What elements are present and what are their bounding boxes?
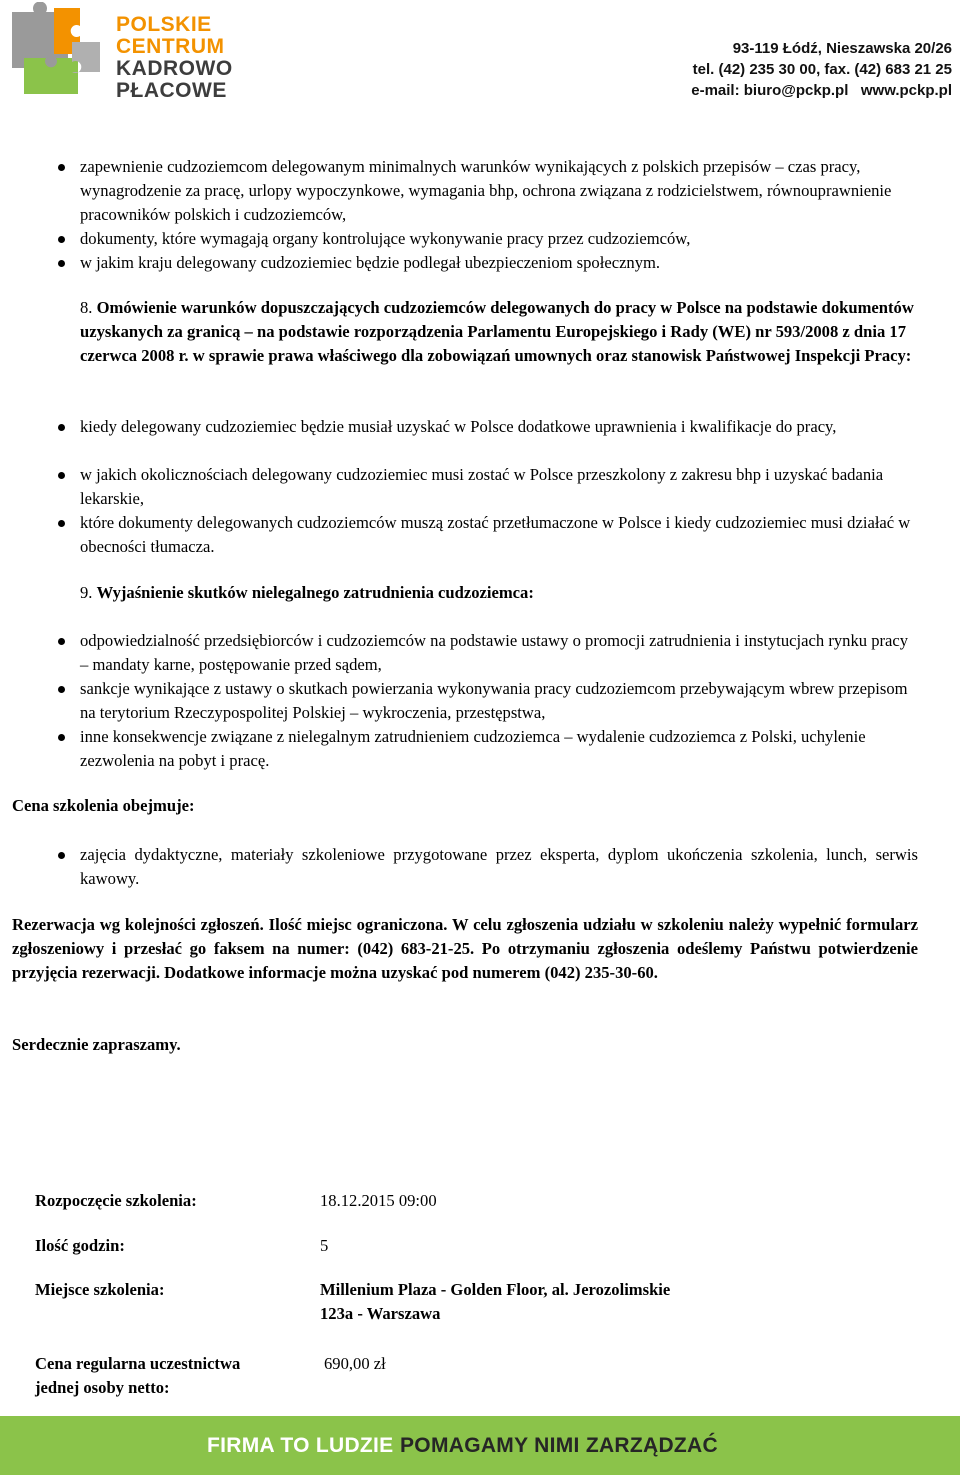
list-item-text: które dokumenty delegowanych cudzoziemców muszą zostać przetłumaczone w Polsce i kiedy cudzoziemiec musi działać w obecności tłumacza.: [80, 513, 911, 556]
footer-slogan-right: POMAGAMY NIMI ZARZĄDZAĆ: [400, 1434, 718, 1457]
price-value: 690,00 zł: [324, 1354, 386, 1373]
bullet-icon: [58, 260, 65, 267]
contact-info: [691, 38, 952, 101]
bullet-icon: [58, 424, 65, 431]
section-number: 8.: [80, 298, 93, 317]
start-label: Rozpoczęcie szkolenia:: [35, 1191, 197, 1210]
logo-text-polskie: POLSKIE: [116, 13, 212, 36]
section-8-heading: [80, 296, 918, 368]
place-label: Miejsce szkolenia:: [35, 1280, 165, 1299]
price-includes-heading: Cena szkolenia obejmuje:: [12, 796, 195, 815]
list-item: [80, 725, 918, 773]
bullet-icon: [58, 164, 65, 171]
bullet-icon: [58, 686, 65, 693]
bullet-icon: [58, 236, 65, 243]
list-item: [80, 629, 918, 677]
list-item: [80, 415, 918, 439]
bullet-icon: [58, 734, 65, 741]
section-title: Omówienie warunków dopuszczających cudzoziemców delegowanych do pracy w Polsce na podstawie dokumentów uzyskanych za granicą – na podstawie rozporządzenia Parlamentu Europejskiego i Rady (WE) nr 593/2008 z dnia 17 czerwca 2008 r. w sprawie prawa właściwego dla zobowiązań umownych oraz stanowisk Państwowej Inspekcji Pracy:: [80, 298, 914, 365]
puzzle-logo-icon: [4, 2, 114, 102]
list-item-text: inne konsekwencje związane z nielegalnym zatrudnieniem cudzoziemca – wydalenie cudzoziemca z Polski, uchylenie zezwolenia na pobyt i pracę.: [80, 727, 866, 770]
company-logo: [4, 2, 233, 102]
start-value: 18.12.2015 09:00: [320, 1191, 437, 1210]
bullet-icon: [58, 852, 65, 859]
footer-banner: [0, 1416, 960, 1475]
place-value-line2: 123a - Warszawa: [320, 1304, 441, 1323]
list-item-text: w jakich okolicznościach delegowany cudzoziemiec musi zostać w Polsce przeszkolony z zakresu bhp i uzyskać badania lekarskie,: [80, 465, 884, 508]
price-label-line1: Cena regularna uczestnictwa: [35, 1354, 241, 1373]
bullet-icon: [58, 472, 65, 479]
list-item: [80, 155, 918, 227]
list-item: [80, 843, 918, 891]
hours-label: Ilość godzin:: [35, 1236, 125, 1255]
list-item-text: odpowiedzialność przedsiębiorców i cudzoziemców na podstawie ustawy o promocji zatrudnienia i instytucjach rynku pracy – mandaty karne, postępowanie przed sądem,: [80, 631, 909, 674]
closing-text: Serdecznie zapraszamy.: [12, 1035, 181, 1054]
list-item: [80, 251, 918, 275]
reservation-info: Rezerwacja wg kolejności zgłoszeń. Ilość miejsc ograniczona. W celu zgłoszenia udziału w szkoleniu należy wypełnić formularz zgłoszeniowy i przesłać go faksem na numer: (042) 683-21-25. Po otrzymaniu zgłoszenia odeślemy Państwu potwierdzenie przyjęcia rezerwacji. Dodatkowe informacje można uzyskać pod numerem (042) 235-30-60.: [12, 915, 918, 982]
list-item-text: sankcje wynikające z ustawy o skutkach powierzania wykonywania pracy cudzoziemcom przebywającym wbrew przepisom na terytorium Rzeczypospolitej Polskiej – wykroczenia, przestępstwa,: [80, 679, 908, 722]
list-item: [80, 463, 918, 511]
email-website: e-mail: biuro@pckp.pl www.pckp.pl: [691, 82, 952, 99]
section-9-heading: [80, 581, 918, 605]
place-value-line1: Millenium Plaza - Golden Floor, al. Jerozolimskie: [320, 1280, 671, 1299]
section-number: 9.: [80, 583, 93, 602]
list-item-text: zapewnienie cudzoziemcom delegowanym minimalnych warunków wynikających z polskich przepisów – czas pracy, wynagrodzenie za pracę, urlopy wypoczynkowe, wymagania bhp, ochrona związana z rodzicielstwem, równouprawnienie pracowników polskich i cudzoziemców,: [80, 157, 892, 224]
list-item: [80, 511, 918, 559]
logo-text-centrum: CENTRUM: [116, 35, 225, 58]
bullet-icon: [58, 520, 65, 527]
price-label-line2: jednej osoby netto:: [35, 1378, 170, 1397]
list-item-text: dokumenty, które wymagają organy kontrolujące wykonywanie pracy przez cudzoziemców,: [80, 229, 691, 248]
footer-slogan-left: FIRMA TO LUDZIE: [207, 1434, 394, 1457]
logo-text-placowe: PŁACOWE: [116, 79, 227, 102]
logo-text-kadrowo: KADROWO: [116, 57, 233, 80]
phone: tel. (42) 235 30 00, fax. (42) 683 21 25: [692, 61, 952, 78]
list-item: [80, 227, 918, 251]
address: 93-119 Łódź, Nieszawska 20/26: [732, 40, 952, 57]
list-item: [80, 677, 918, 725]
list-item-text: zajęcia dydaktyczne, materiały szkoleniowe przygotowane przez eksperta, dyplom ukończenia szkolenia, lunch, serwis kawowy.: [80, 845, 918, 888]
hours-value: 5: [320, 1236, 329, 1255]
list-item-text: kiedy delegowany cudzoziemiec będzie musiał uzyskać w Polsce dodatkowe uprawnienia i kwalifikacje do pracy,: [80, 417, 837, 436]
list-item-text: w jakim kraju delegowany cudzoziemiec będzie podlegał ubezpieczeniom społecznym.: [80, 253, 661, 272]
bullet-icon: [58, 638, 65, 645]
section-title: Wyjaśnienie skutków nielegalnego zatrudnienia cudzoziemca:: [96, 583, 534, 602]
